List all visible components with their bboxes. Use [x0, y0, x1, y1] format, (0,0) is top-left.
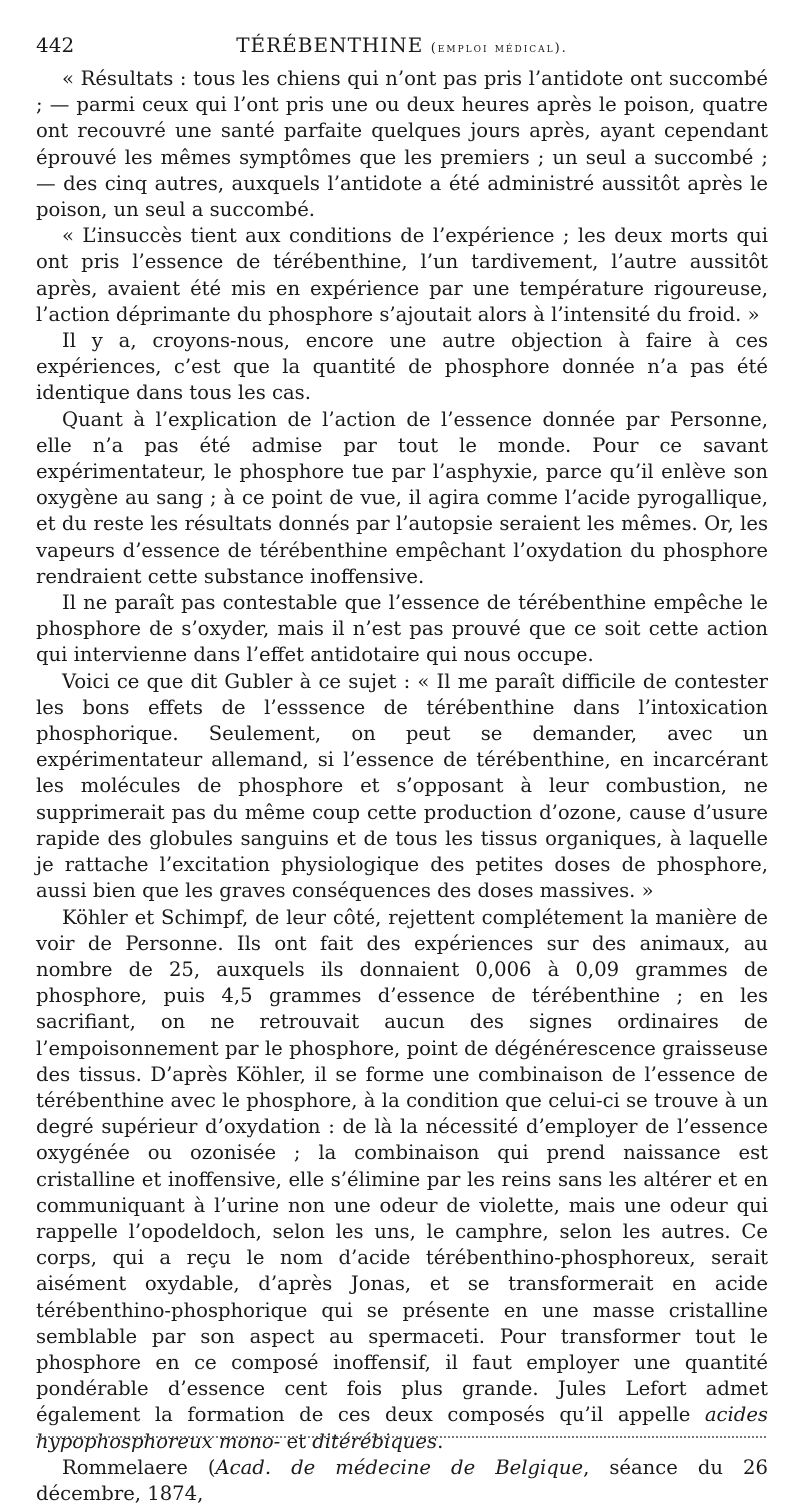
paragraph-7-end: .	[437, 1429, 444, 1453]
paragraph-3: Il y a, croyons-nous, encore une autre objection à faire à ces expériences, c’est que la quantité de phosphore donnée n’a pas été identique dans tous les cas.	[36, 329, 768, 405]
paragraph-8-text: Rommelaere (	[62, 1455, 216, 1479]
running-title-main: TÉRÉBENTHINE	[236, 33, 424, 57]
paragraph-7-italic: acides hypophosphoreux mono-	[36, 1403, 768, 1453]
paragraph-6: Voici ce que dit Gubler à ce sujet : « Il me paraît difficile de contester les bons effets de l’esssence de térébenthine dans l’intoxication phosphorique. Seulement, on peut se demander, avec un expérimentateur allemand, si l’essence de térébenthine, en incarcérant les molécules de phosphore et s’opposant à leur combustion, ne supprimerait pas du même coup cette production d’ozone, cause d’usure rapide des globules sanguins et de tous les tissus organiques, à laquelle je rattache l’excitation physiologique des petites doses de phosphore, aussi bien que les graves conséquences des doses massives. »	[36, 669, 768, 903]
paragraph-4: Quant à l’explication de l’action de l’essence donnée par Personne, elle n’a pas été admise par tout le monde. Pour ce savant expérimentateur, le phosphore tue par l’asphyxie, parce qu’il enlève son oxygène au sang ; à ce point de vue, il agira comme l’acide pyrogallique, et du reste les résultats donnés par l’autopsie seraient les mêmes. Or, les vapeurs d’essence de térébenthine empêchant l’oxydation du phosphore rendraient cette substance inoffensive.	[36, 407, 768, 588]
paragraph-8	[36, 1455, 768, 1507]
paragraph-7	[36, 905, 768, 1455]
paragraph-7-text: Köhler et Schimpf, de leur côté, rejettent complétement la manière de voir de Personne. Ils ont fait des expériences sur des animaux, au nombre de 25, auxquels ils donnaient 0,006 à 0,09 grammes de phosphore, puis 4,5 grammes d’essence de térébenthine ; en les sacrifiant, on ne retrouvait aucun des signes ordinaires de l’empoisonnement par le phosphore, point de dégénérescence graisseuse des tissus. D’après Köhler, il se forme une combinaison de l’essence de térébenthine avec le phosphore, à la condition que celui-ci se trouve à un degré supérieur d’oxydation : de là la nécessité d’employer de l’essence oxygénée ou ozonisée ; la combinaison qui prend naissance est cristalline et inoffensive, elle s’élimine par les reins sans les altérer et en communiquant à l’urine non une odeur de violette, mais une odeur qui rappelle l’opodeldoch, selon les uns, le camphre, selon les autres. Ce corps, qui a reçu le nom d’acide térébenthino-phosphoreux, serait aisément oxydable, d’après Jonas, et se transformerait en acide térébenthino-phosphorique qui se présente en une masse cristalline semblable par son aspect au spermaceti. Pour transformer tout le phosphore en ce composé inoffensif, il faut employer une quantité pondérable d’essence cent fois plus grande. Jules Lefort admet également la formation de ces deux composés qu’il appelle	[36, 905, 768, 1427]
body-text	[36, 66, 768, 1507]
paragraph-8-end: , séance du 26 décembre, 1874,	[36, 1455, 768, 1505]
running-title-sub: (emploi médical).	[430, 41, 568, 56]
paragraph-8-italic: Acad. de médecine de Belgique	[215, 1455, 584, 1479]
page-number: 442	[36, 33, 75, 57]
running-title	[36, 30, 768, 64]
bottom-dotted-rule	[36, 1436, 766, 1438]
paragraph-2: « L’insuccès tient aux conditions de l’expérience ; les deux morts qui ont pris l’essence de térébenthine, l’un tardivement, l’autre aussitôt après, avaient été mis en expérience par une température rigoureuse, l’action déprimante du phosphore s’ajoutait alors à l’intensité du froid. »	[36, 224, 768, 326]
paragraph-1: « Résultats : tous les chiens qui n’ont pas pris l’antidote ont succombé ; — parmi ceux qui l’ont pris une ou deux heures après le poison, quatre ont recouvré une santé parfaite quelques jours après, ayant cependant éprouvé les mêmes symptômes que les premiers ; un seul a succombé ; — des cinq autres, auxquels l’antidote a été administré aussitôt après le poison, un seul a succombé.	[36, 67, 768, 222]
page-header	[36, 30, 768, 60]
paragraph-7-italic-2: ditérébiques	[312, 1429, 438, 1453]
paragraph-7-mid: et	[280, 1429, 313, 1453]
paragraph-5: Il ne paraît pas contestable que l’essence de térébenthine empêche le phosphore de s’oxyder, mais il n’est pas prouvé que ce soit cette action qui intervienne dans l’effet antidotaire qui nous occupe.	[36, 591, 768, 667]
